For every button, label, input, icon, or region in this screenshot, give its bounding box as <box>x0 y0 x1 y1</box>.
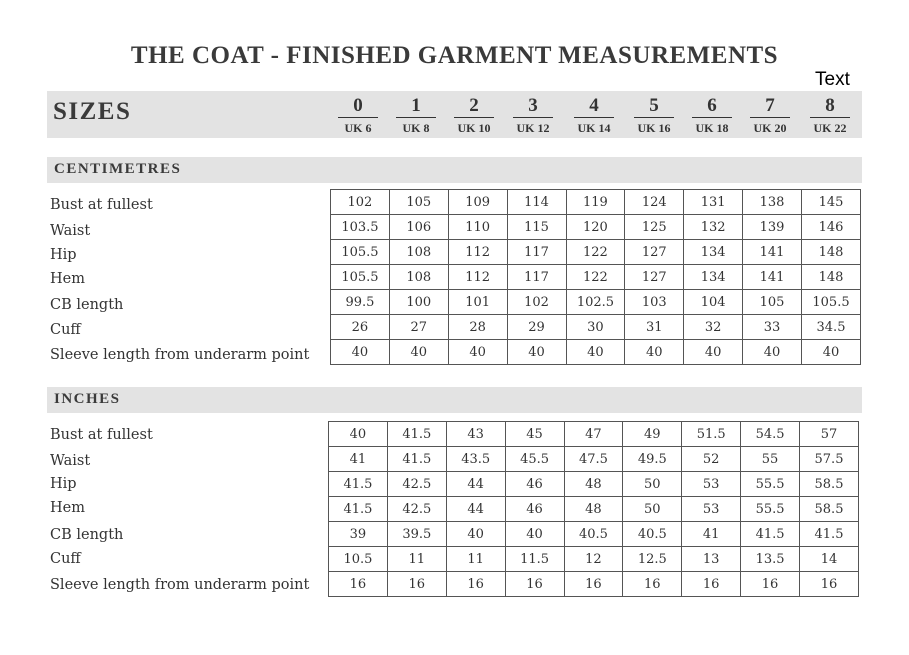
table-cell: 102 <box>507 290 566 315</box>
inches-header <box>47 387 862 413</box>
table-cell: 40 <box>507 340 566 365</box>
table-cell: 115 <box>507 215 566 240</box>
table-cell: 53 <box>682 497 741 522</box>
table-cell: 46 <box>505 472 564 497</box>
table-cell: 55 <box>741 447 800 472</box>
centimetres-label: CENTIMETRES <box>54 161 182 177</box>
table-cell: 39.5 <box>387 522 446 547</box>
table-cell: 10.5 <box>329 547 388 572</box>
table-cell: 16 <box>741 572 800 597</box>
table-cell: 119 <box>566 190 625 215</box>
table-cell: 47.5 <box>564 447 623 472</box>
table-cell: 45.5 <box>505 447 564 472</box>
table-cell: 108 <box>389 240 448 265</box>
table-cell: 139 <box>743 215 802 240</box>
sizes-label: SIZES <box>53 98 132 125</box>
table-cell: 16 <box>623 572 682 597</box>
row-label-hem: Hem <box>50 271 85 287</box>
table-cell: 13.5 <box>741 547 800 572</box>
table-cell: 41 <box>329 447 388 472</box>
table-cell: 49.5 <box>623 447 682 472</box>
table-cell: 16 <box>682 572 741 597</box>
size-number: 3 <box>513 95 553 118</box>
table-row <box>329 547 859 572</box>
size-number: 7 <box>750 95 790 118</box>
inches-label: INCHES <box>54 391 121 407</box>
row-label-sleeve-length: Sleeve length from underarm point <box>50 577 310 593</box>
table-cell: 53 <box>682 472 741 497</box>
table-cell: 146 <box>802 215 861 240</box>
table-cell: 40 <box>802 340 861 365</box>
table-cell: 40.5 <box>623 522 682 547</box>
size-column-1 <box>388 95 444 137</box>
row-label-waist: Waist <box>50 223 91 239</box>
table-cell: 117 <box>507 240 566 265</box>
table-cell: 44 <box>446 497 505 522</box>
size-number: 5 <box>634 95 674 118</box>
table-cell: 48 <box>564 472 623 497</box>
table-row <box>331 265 861 290</box>
size-number: 8 <box>810 95 850 118</box>
table-cell: 127 <box>625 265 684 290</box>
inches-table <box>328 421 859 597</box>
table-cell: 122 <box>566 240 625 265</box>
row-label-cb-length: CB length <box>50 297 124 313</box>
table-row <box>331 315 861 340</box>
size-number: 4 <box>574 95 614 118</box>
table-cell: 16 <box>446 572 505 597</box>
table-cell: 57 <box>800 422 859 447</box>
size-column-0 <box>330 95 386 137</box>
row-label-cuff: Cuff <box>50 551 81 567</box>
table-cell: 131 <box>684 190 743 215</box>
table-cell: 46 <box>505 497 564 522</box>
table-cell: 50 <box>623 472 682 497</box>
table-row <box>329 522 859 547</box>
size-uk: UK 20 <box>753 121 787 135</box>
table-cell: 29 <box>507 315 566 340</box>
text-label: Text <box>815 69 850 90</box>
table-cell: 134 <box>684 240 743 265</box>
size-uk: UK 8 <box>402 121 430 135</box>
row-label-sleeve-length: Sleeve length from underarm point <box>50 347 310 363</box>
row-label-cuff: Cuff <box>50 322 81 338</box>
table-cell: 30 <box>566 315 625 340</box>
table-cell: 109 <box>448 190 507 215</box>
size-uk: UK 22 <box>813 121 847 135</box>
table-row <box>331 340 861 365</box>
table-cell: 11 <box>387 547 446 572</box>
table-cell: 40 <box>684 340 743 365</box>
table-cell: 106 <box>389 215 448 240</box>
table-cell: 112 <box>448 240 507 265</box>
table-cell: 32 <box>684 315 743 340</box>
row-label-bust: Bust at fullest <box>50 427 153 443</box>
size-column-3 <box>505 95 561 137</box>
table-row <box>329 447 859 472</box>
table-cell: 100 <box>389 290 448 315</box>
table-cell: 41.5 <box>741 522 800 547</box>
table-cell: 14 <box>800 547 859 572</box>
table-cell: 103.5 <box>331 215 390 240</box>
table-cell: 16 <box>800 572 859 597</box>
table-cell: 16 <box>505 572 564 597</box>
size-column-6 <box>684 95 740 137</box>
table-cell: 122 <box>566 265 625 290</box>
size-uk: UK 10 <box>457 121 491 135</box>
centimetres-table <box>330 189 861 365</box>
table-cell: 16 <box>329 572 388 597</box>
table-cell: 104 <box>684 290 743 315</box>
table-cell: 41.5 <box>800 522 859 547</box>
table-cell: 141 <box>743 240 802 265</box>
row-label-waist: Waist <box>50 453 91 469</box>
table-cell: 40 <box>566 340 625 365</box>
table-cell: 16 <box>564 572 623 597</box>
size-column-5 <box>626 95 682 137</box>
table-cell: 41.5 <box>329 497 388 522</box>
page-title: THE COAT - FINISHED GARMENT MEASUREMENTS <box>130 42 779 69</box>
table-cell: 40.5 <box>564 522 623 547</box>
table-cell: 101 <box>448 290 507 315</box>
centimetres-header <box>47 157 862 183</box>
size-column-4 <box>566 95 622 137</box>
table-cell: 58.5 <box>800 497 859 522</box>
table-cell: 40 <box>446 522 505 547</box>
table-row <box>331 215 861 240</box>
table-cell: 114 <box>507 190 566 215</box>
size-column-8 <box>802 95 858 137</box>
table-cell: 52 <box>682 447 741 472</box>
table-cell: 55.5 <box>741 497 800 522</box>
table-cell: 138 <box>743 190 802 215</box>
table-cell: 108 <box>389 265 448 290</box>
table-cell: 13 <box>682 547 741 572</box>
table-cell: 103 <box>625 290 684 315</box>
table-cell: 48 <box>564 497 623 522</box>
size-uk: UK 12 <box>516 121 550 135</box>
table-cell: 55.5 <box>741 472 800 497</box>
table-cell: 42.5 <box>387 497 446 522</box>
table-cell: 51.5 <box>682 422 741 447</box>
table-cell: 102.5 <box>566 290 625 315</box>
table-cell: 112 <box>448 265 507 290</box>
table-cell: 49 <box>623 422 682 447</box>
table-cell: 42.5 <box>387 472 446 497</box>
size-uk: UK 6 <box>344 121 372 135</box>
table-cell: 40 <box>329 422 388 447</box>
table-cell: 57.5 <box>800 447 859 472</box>
table-cell: 102 <box>331 190 390 215</box>
row-label-bust: Bust at fullest <box>50 197 153 213</box>
table-cell: 124 <box>625 190 684 215</box>
table-cell: 16 <box>387 572 446 597</box>
table-cell: 148 <box>802 265 861 290</box>
row-label-hip: Hip <box>50 476 77 492</box>
table-row <box>331 190 861 215</box>
table-cell: 40 <box>743 340 802 365</box>
row-label-hem: Hem <box>50 500 85 516</box>
table-cell: 12 <box>564 547 623 572</box>
table-cell: 27 <box>389 315 448 340</box>
table-cell: 11 <box>446 547 505 572</box>
table-cell: 105 <box>743 290 802 315</box>
size-number: 0 <box>338 95 378 118</box>
table-cell: 41.5 <box>387 447 446 472</box>
table-cell: 134 <box>684 265 743 290</box>
table-row <box>329 422 859 447</box>
table-cell: 148 <box>802 240 861 265</box>
table-cell: 28 <box>448 315 507 340</box>
table-cell: 127 <box>625 240 684 265</box>
table-cell: 12.5 <box>623 547 682 572</box>
table-cell: 34.5 <box>802 315 861 340</box>
table-cell: 11.5 <box>505 547 564 572</box>
table-cell: 54.5 <box>741 422 800 447</box>
table-cell: 40 <box>505 522 564 547</box>
table-cell: 43.5 <box>446 447 505 472</box>
table-cell: 105.5 <box>802 290 861 315</box>
table-cell: 105 <box>389 190 448 215</box>
table-row <box>329 472 859 497</box>
size-uk: UK 14 <box>577 121 611 135</box>
size-column-7 <box>742 95 798 137</box>
table-cell: 45 <box>505 422 564 447</box>
table-cell: 117 <box>507 265 566 290</box>
table-row <box>331 240 861 265</box>
table-cell: 125 <box>625 215 684 240</box>
table-cell: 58.5 <box>800 472 859 497</box>
size-column-2 <box>446 95 502 137</box>
table-cell: 44 <box>446 472 505 497</box>
table-cell: 132 <box>684 215 743 240</box>
table-cell: 105.5 <box>331 240 390 265</box>
table-cell: 40 <box>625 340 684 365</box>
table-cell: 141 <box>743 265 802 290</box>
table-cell: 99.5 <box>331 290 390 315</box>
table-cell: 40 <box>389 340 448 365</box>
size-number: 2 <box>454 95 494 118</box>
table-row <box>329 572 859 597</box>
table-row <box>329 497 859 522</box>
table-row <box>331 290 861 315</box>
table-cell: 39 <box>329 522 388 547</box>
size-number: 1 <box>396 95 436 118</box>
table-cell: 145 <box>802 190 861 215</box>
table-cell: 41.5 <box>387 422 446 447</box>
table-cell: 110 <box>448 215 507 240</box>
table-cell: 40 <box>331 340 390 365</box>
table-cell: 41 <box>682 522 741 547</box>
table-cell: 105.5 <box>331 265 390 290</box>
sizes-header <box>47 91 862 138</box>
size-number: 6 <box>692 95 732 118</box>
table-cell: 40 <box>448 340 507 365</box>
table-cell: 26 <box>331 315 390 340</box>
table-cell: 120 <box>566 215 625 240</box>
row-label-hip: Hip <box>50 247 77 263</box>
size-uk: UK 18 <box>695 121 729 135</box>
row-label-cb-length: CB length <box>50 527 124 543</box>
table-cell: 33 <box>743 315 802 340</box>
table-cell: 47 <box>564 422 623 447</box>
table-cell: 31 <box>625 315 684 340</box>
size-uk: UK 16 <box>637 121 671 135</box>
table-cell: 50 <box>623 497 682 522</box>
table-cell: 41.5 <box>329 472 388 497</box>
table-cell: 43 <box>446 422 505 447</box>
